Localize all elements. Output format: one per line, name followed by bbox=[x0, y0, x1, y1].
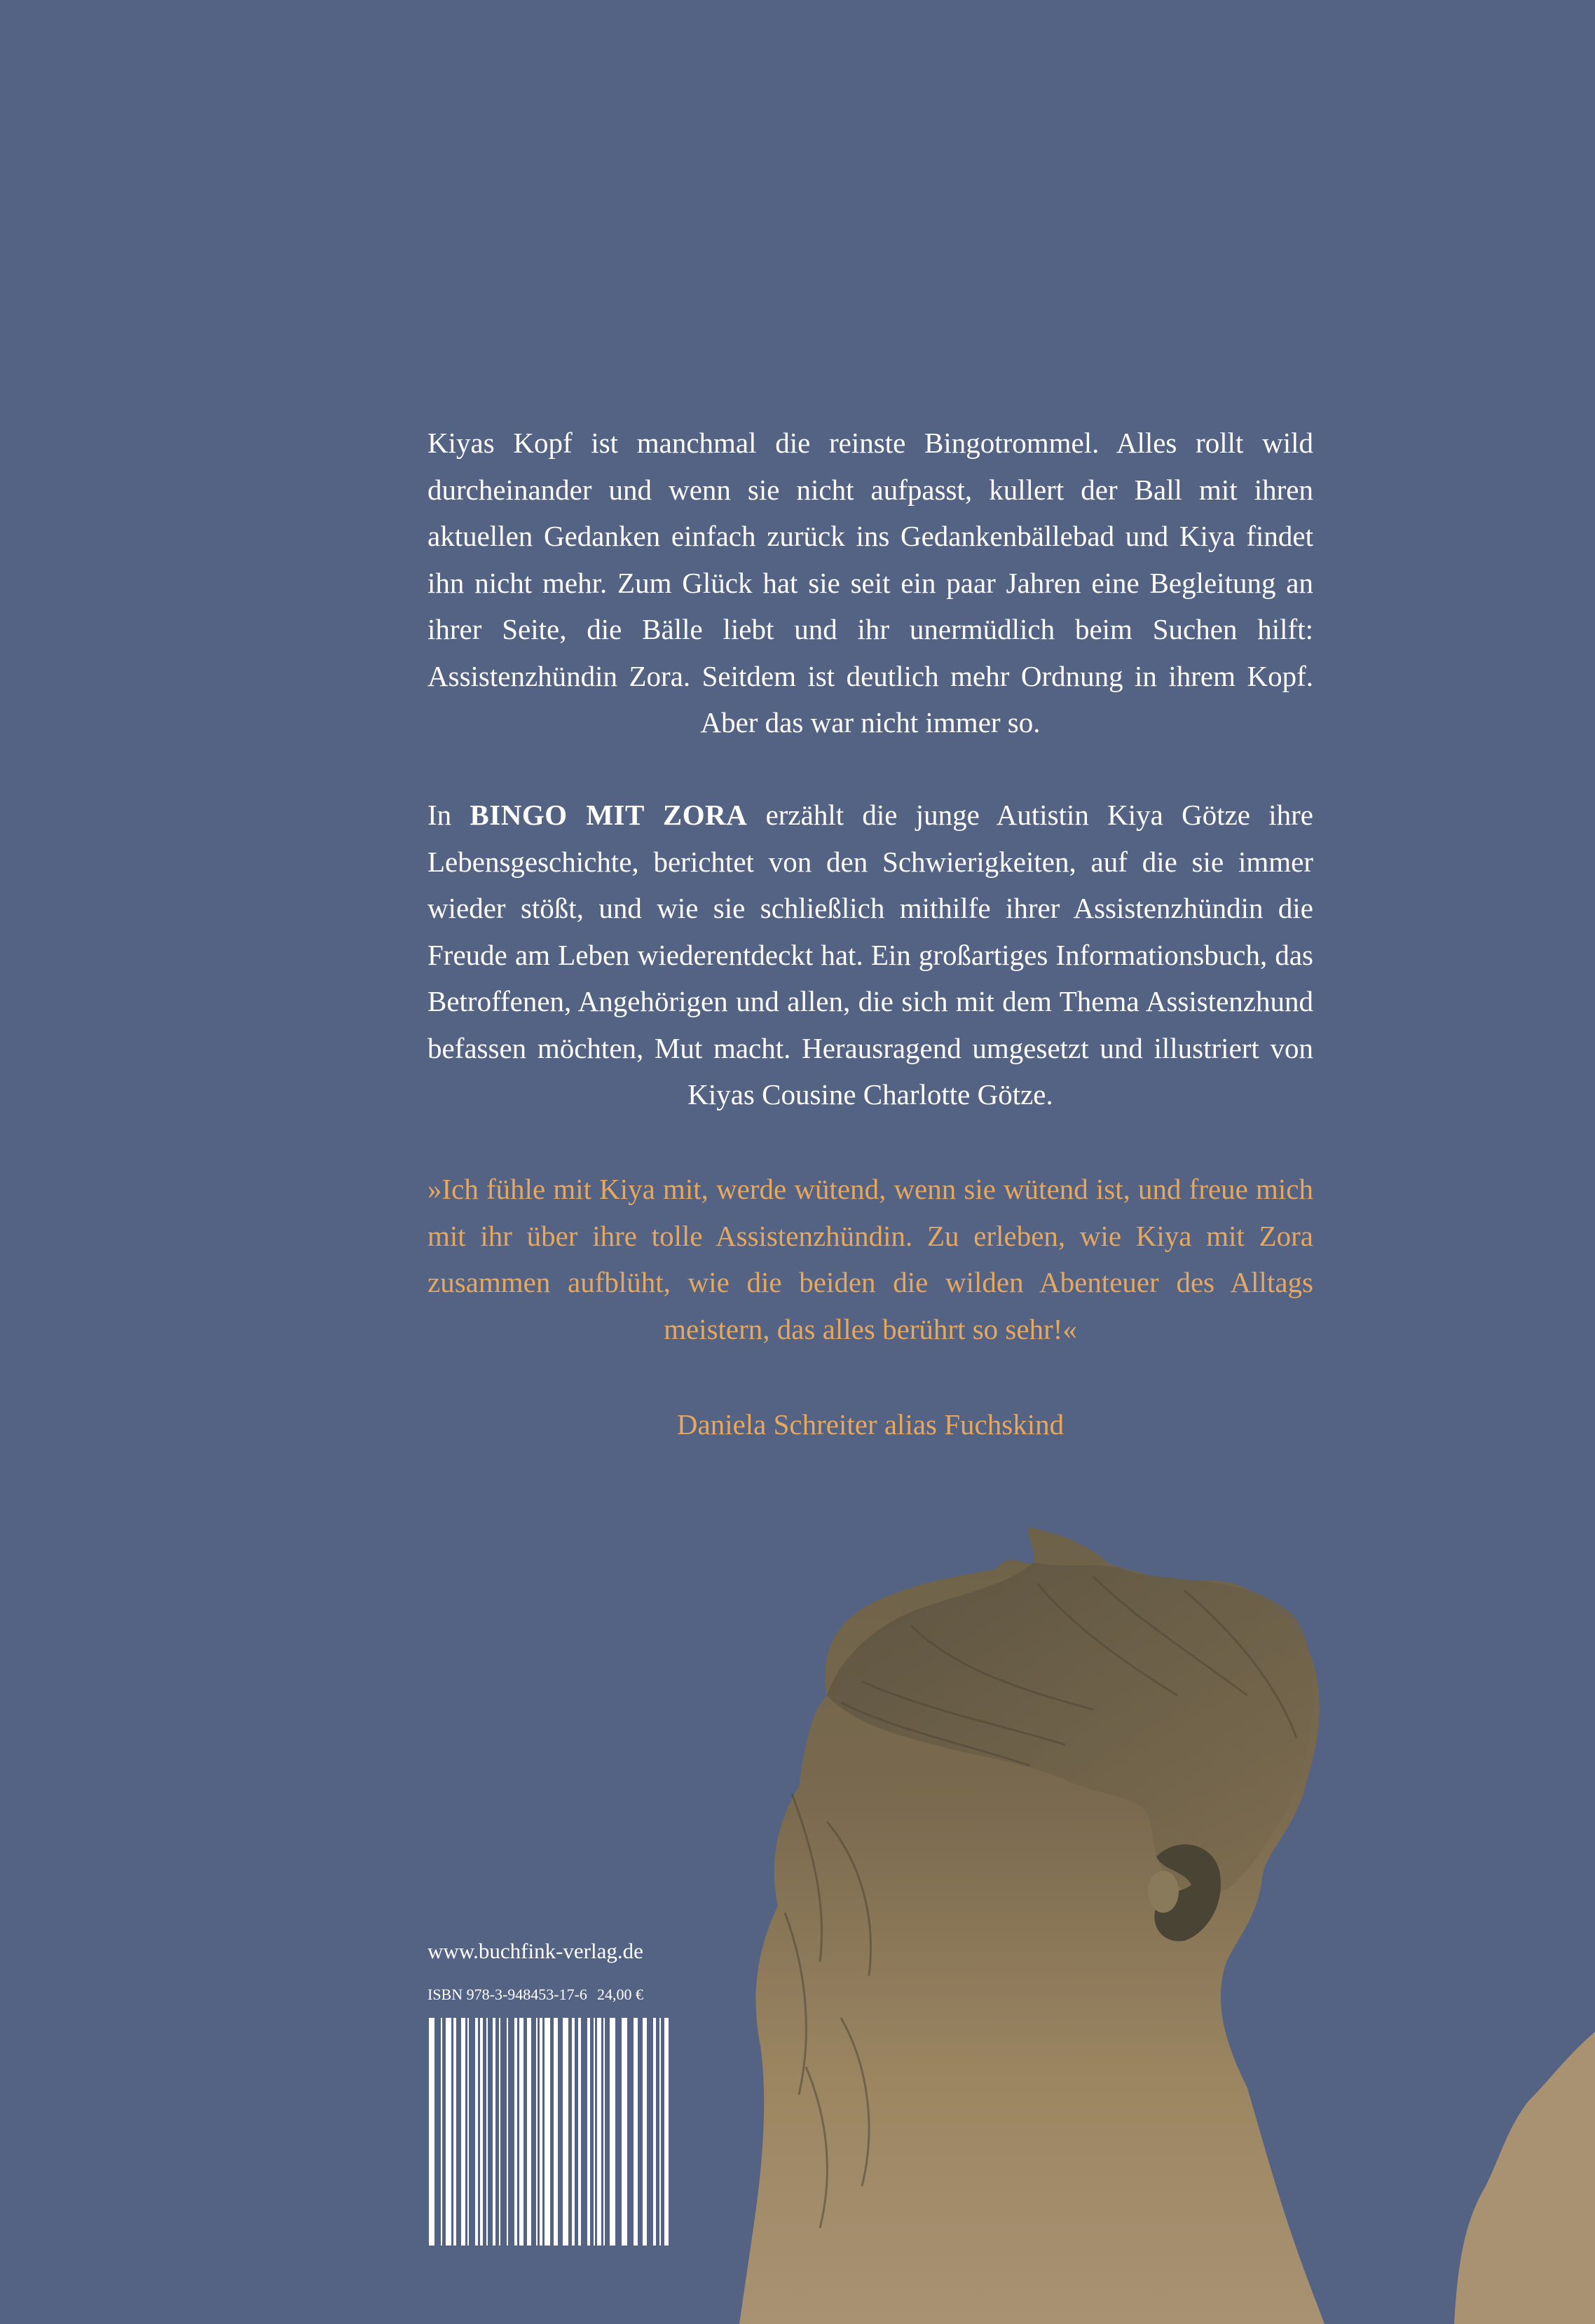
barcode-bar bbox=[554, 2018, 558, 2246]
barcode-bar bbox=[499, 2018, 500, 2246]
barcode-bar bbox=[664, 2018, 669, 2246]
barcode-bar bbox=[643, 2018, 647, 2246]
barcode-bar bbox=[461, 2018, 465, 2246]
dog-eye-highlight bbox=[1148, 1871, 1179, 1913]
barcode-bar bbox=[634, 2018, 638, 2246]
description-paragraph-2 bbox=[427, 792, 1313, 1118]
dog-head-shape bbox=[739, 1527, 1324, 2324]
barcode-bar bbox=[587, 2018, 590, 2246]
barcode-bar bbox=[519, 2018, 523, 2246]
barcode-bar bbox=[467, 2018, 469, 2246]
barcode-bar bbox=[429, 2018, 434, 2246]
barcode-bar bbox=[653, 2018, 656, 2246]
barcode-bar bbox=[507, 2018, 508, 2246]
barcode-bar bbox=[563, 2018, 568, 2246]
dog-ear-shape bbox=[827, 1562, 1313, 1895]
barcode-bar bbox=[603, 2018, 605, 2246]
barcode-bar bbox=[610, 2018, 615, 2246]
barcode-bar bbox=[441, 2018, 442, 2246]
testimonial-attribution: Daniela Schreiter alias Fuchskind bbox=[676, 1408, 1065, 1441]
barcode-icon bbox=[427, 2018, 676, 2246]
barcode-bar bbox=[514, 2018, 517, 2246]
barcode-bar bbox=[597, 2018, 601, 2246]
isbn-price-line bbox=[427, 1984, 680, 2005]
corner-figure-shape bbox=[1454, 2032, 1595, 2324]
price: 24,00 € bbox=[596, 1986, 643, 2003]
book-title: BINGO MIT ZORA bbox=[470, 799, 748, 831]
barcode-bar bbox=[486, 2018, 488, 2246]
testimonial-quote: »Ich fühle mit Kiya mit, werde wütend, wenn sie wütend ist, und freue mich mit ihr über ihre tolle Assistenzhündin. Zu erleben, wie Kiya mit Zora zusammen aufblüht, wie die beiden die wilden Abenteuer des Alltags meistern, das alles berührt so sehr!« bbox=[427, 1173, 1313, 1345]
barcode-bar bbox=[480, 2018, 483, 2246]
barcode-bar bbox=[545, 2018, 550, 2246]
description-paragraph-1: Kiyas Kopf ist manchmal die reinste Bingotrommel. Alles rollt wild durcheinander und wenn sie nicht aufpasst, kullert der Ball mit ihren aktuellen Gedanken einfach zurück ins Gedankenbällebad und Kiya findet ihn nicht mehr. Zum Glück hat sie seit ein paar Jahren eine Begleitung an ihrer Seite, die Bälle liebt und ihr unermüdlich beim Suchen hilft: Assistenzhündin Zora. Seitdem ist deutlich mehr Ordnung in ihrem Kopf. Aber das war nicht immer so. bbox=[427, 427, 1313, 738]
barcode-bar bbox=[527, 2018, 531, 2246]
barcode-bar bbox=[659, 2018, 661, 2246]
publisher-website: www.buchfink-verlag.de bbox=[427, 1939, 643, 1963]
barcode-bar bbox=[453, 2018, 456, 2246]
dog-eye-shape bbox=[1154, 1845, 1221, 1941]
barcode-bar bbox=[622, 2018, 627, 2246]
barcode-bar bbox=[493, 2018, 495, 2246]
barcode-bar bbox=[446, 2018, 451, 2246]
fur-strokes bbox=[785, 1576, 1296, 2228]
barcode-bar bbox=[540, 2018, 542, 2246]
barcode-bar bbox=[578, 2018, 581, 2246]
barcode-bar bbox=[536, 2018, 538, 2246]
paragraph-2-rest: erzählt die junge Autistin Kiya Götze ihre Lebensgeschichte, berichtet von den Schwierigkeiten, auf die sie immer wieder stößt, und wie sie schließlich mithilfe ihrer Assistenzhündin die Freude am Leben wiederentdeckt hat. Ein großartiges Informationsbuch, das Betroffenen, Angehörigen und allen, die sich mit dem Thema Assistenzhund befassen möchten, Mut macht. Herausragend umgesetzt und illustriert von Kiyas Cousine Charlotte Götze. bbox=[427, 799, 1313, 1111]
barcode-bar bbox=[475, 2018, 478, 2246]
barcode-bar bbox=[572, 2018, 575, 2246]
paragraph-2-prefix: In bbox=[427, 799, 452, 831]
barcode-bar bbox=[594, 2018, 595, 2246]
isbn-number: ISBN 978-3-948453-17-6 bbox=[427, 1986, 587, 2003]
